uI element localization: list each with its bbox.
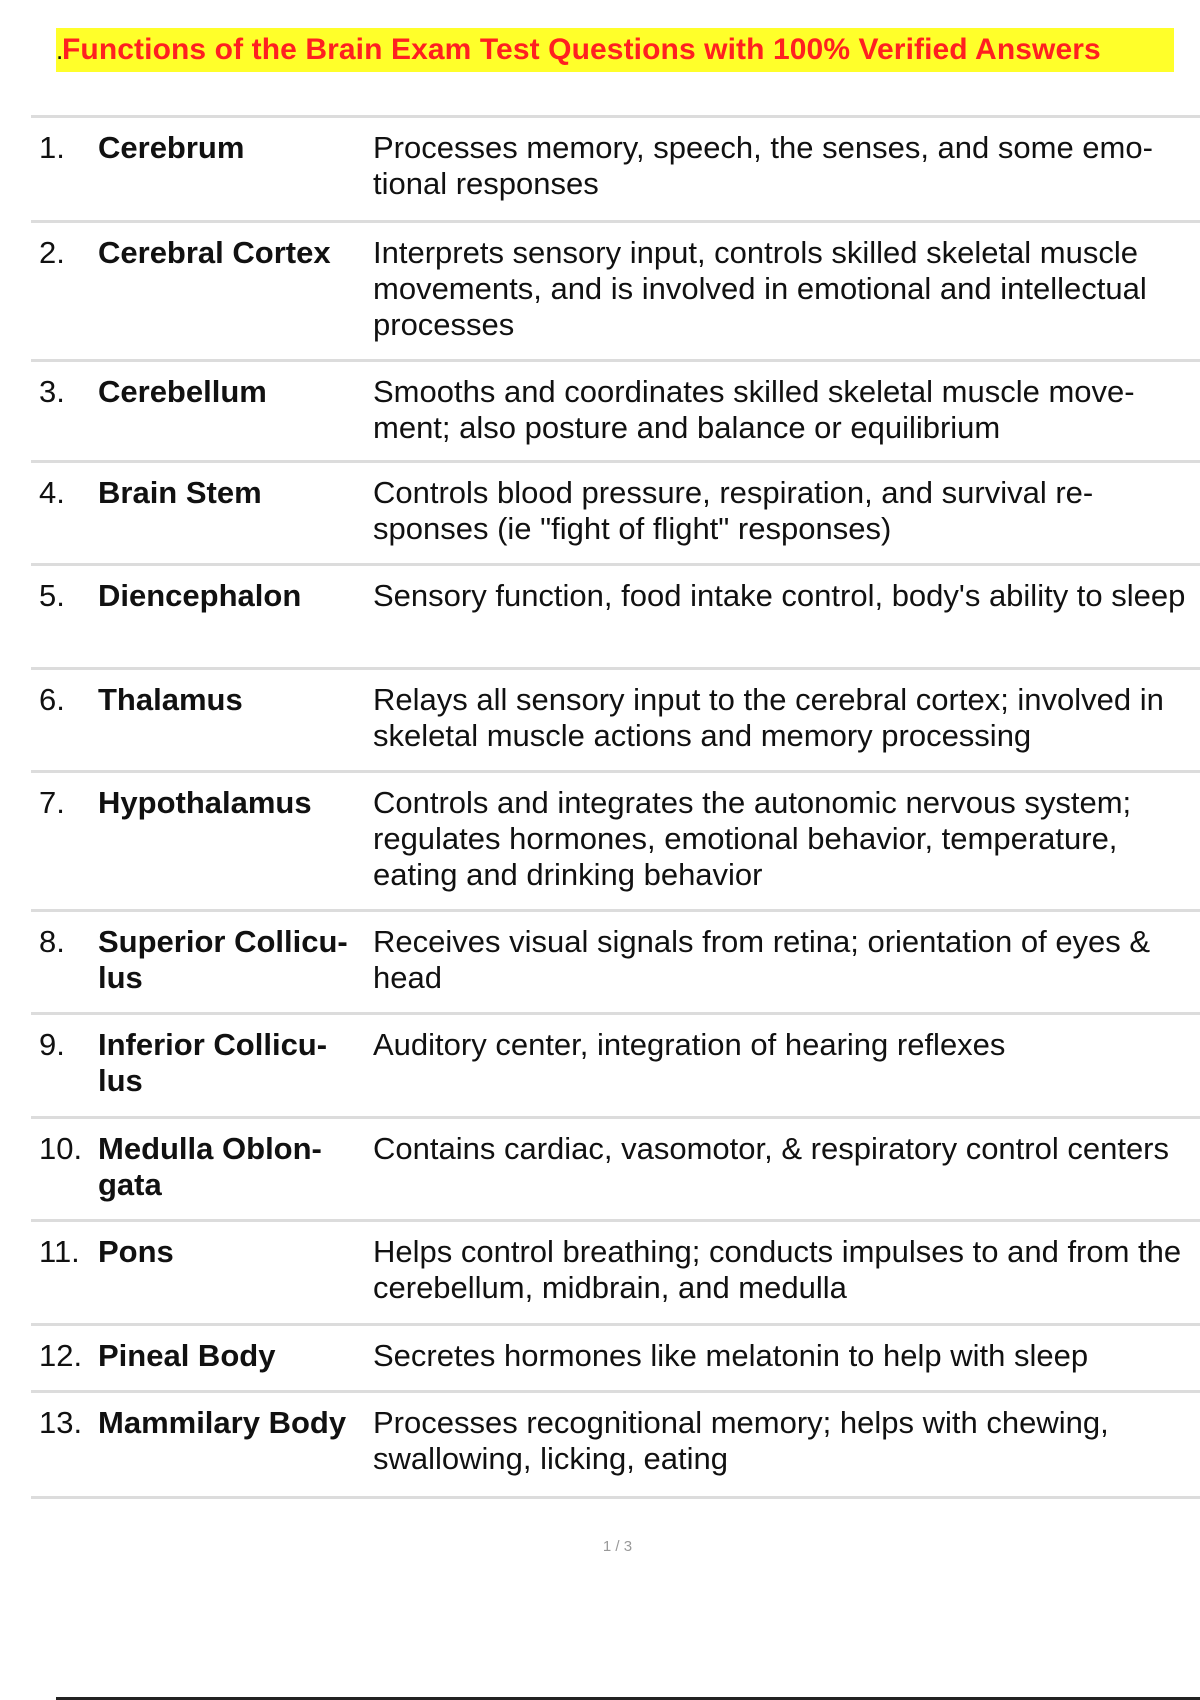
page-indicator: 1 / 3	[602, 1538, 633, 1555]
item-definition: Controls blood pressure, respiration, and survival re-sponses (ie "fight of flight" responses)	[373, 475, 1094, 546]
item-term: Pons	[98, 1234, 174, 1269]
table-row	[31, 223, 1200, 362]
item-number: 4.	[39, 475, 65, 510]
item-number: 10.	[39, 1131, 83, 1166]
table-row	[31, 118, 1200, 223]
item-term: Brain Stem	[98, 475, 262, 510]
title-highlight	[56, 28, 1174, 72]
item-number: 2.	[39, 235, 65, 270]
item-term: Cerebral Cortex	[98, 235, 331, 270]
item-number: 8.	[39, 924, 65, 959]
item-term: Inferior Collicu-lus	[98, 1027, 328, 1098]
item-term: Pineal Body	[98, 1338, 276, 1373]
item-definition: Relays all sensory input to the cerebral cortex; involved in skeletal muscle actions and memory processing	[373, 682, 1164, 753]
item-definition: Interprets sensory input, controls skilled skeletal muscle movements, and is involved in emotional and intellectual processes	[373, 235, 1147, 342]
item-definition: Helps control breathing; conducts impulses to and from the cerebellum, midbrain, and medulla	[373, 1234, 1182, 1305]
item-number: 12.	[39, 1338, 83, 1373]
item-term: Thalamus	[98, 682, 243, 717]
item-term: Cerebellum	[98, 374, 267, 409]
table-row	[31, 566, 1200, 670]
item-term: Medulla Oblon-gata	[98, 1131, 322, 1202]
item-definition: Auditory center, integration of hearing reflexes	[373, 1027, 1006, 1062]
item-definition: Contains cardiac, vasomotor, & respiratory control centers	[373, 1131, 1170, 1166]
item-definition: Controls and integrates the autonomic nervous system; regulates hormones, emotional behavior, temperature, eating and drinking behavior	[373, 785, 1132, 892]
table-row	[31, 1393, 1200, 1499]
item-term: Superior Collicu-lus	[98, 924, 348, 995]
item-definition: Smooths and coordinates skilled skeletal muscle move-ment; also posture and balance or equilibrium	[373, 374, 1135, 445]
title-prefix: .	[56, 35, 64, 65]
table-row	[31, 362, 1200, 463]
item-number: 3.	[39, 374, 65, 409]
item-term: Cerebrum	[98, 130, 245, 165]
table-row	[31, 1326, 1200, 1393]
table-row	[31, 1119, 1200, 1222]
item-definition: Receives visual signals from retina; orientation of eyes & head	[373, 924, 1151, 995]
table-row	[31, 670, 1200, 773]
item-definition: Processes recognitional memory; helps with chewing, swallowing, licking, eating	[373, 1405, 1109, 1476]
table-row	[31, 1222, 1200, 1326]
item-number: 9.	[39, 1027, 65, 1062]
table-row	[31, 1015, 1200, 1119]
item-term: Mammilary Body	[98, 1405, 347, 1440]
item-number: 13.	[39, 1405, 83, 1440]
document-title: Functions of the Brain Exam Test Questions with 100% Verified Answers	[62, 33, 1101, 66]
item-number: 1.	[39, 130, 65, 165]
item-number: 11.	[39, 1234, 80, 1269]
table-row	[31, 912, 1200, 1015]
item-definition: Secretes hormones like melatonin to help with sleep	[373, 1338, 1089, 1373]
item-definition: Sensory function, food intake control, body's ability to sleep	[373, 578, 1186, 613]
item-number: 7.	[39, 785, 65, 820]
item-number: 6.	[39, 682, 65, 717]
item-term: Hypothalamus	[98, 785, 312, 820]
item-definition: Processes memory, speech, the senses, and some emo-tional responses	[373, 130, 1153, 201]
item-number: 5.	[39, 578, 65, 613]
table-row	[31, 463, 1200, 566]
item-term: Diencephalon	[98, 578, 302, 613]
qa-table	[31, 115, 1200, 1499]
table-row	[31, 773, 1200, 912]
